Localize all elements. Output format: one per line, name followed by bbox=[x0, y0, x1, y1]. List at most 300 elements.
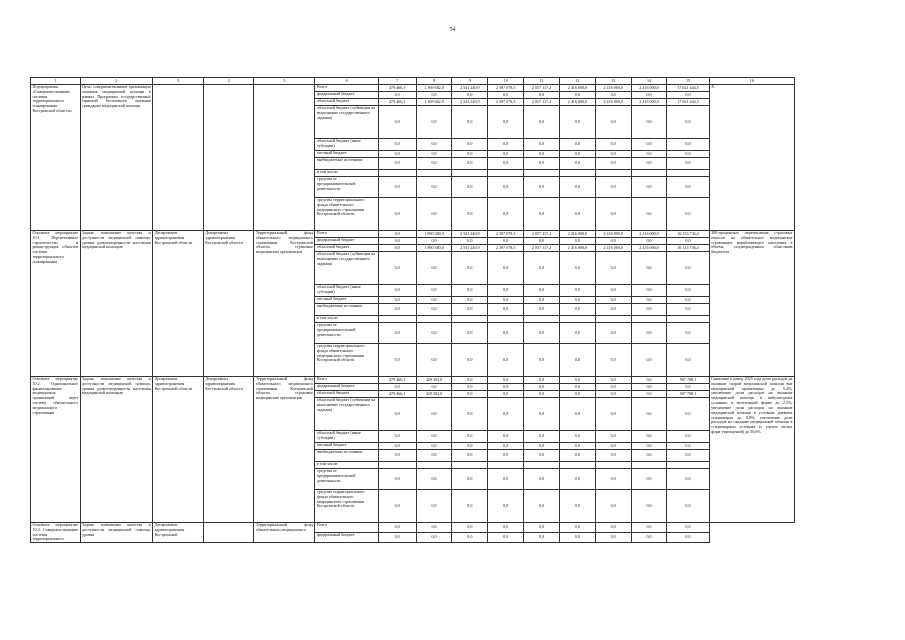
value-cell: 2 397 078,3 bbox=[488, 245, 524, 252]
value-cell bbox=[631, 316, 667, 323]
value-cell: 907 708,1 bbox=[667, 391, 709, 398]
value-cell: 0,0 bbox=[631, 344, 667, 377]
value-cell: 0,0 bbox=[631, 377, 667, 384]
value-cell: 0,0 bbox=[488, 391, 524, 398]
value-cell: 2 416 000,0 bbox=[631, 99, 667, 106]
value-cell: 0,0 bbox=[488, 533, 524, 543]
value-cell: 479 466,1 bbox=[378, 391, 416, 398]
value-cell: 0,0 bbox=[559, 139, 595, 151]
value-cell bbox=[452, 170, 488, 177]
source-label: федеральный бюджет bbox=[315, 533, 378, 543]
value-cell: 0,0 bbox=[559, 238, 595, 245]
source-label: Всего bbox=[315, 85, 378, 92]
value-cell: 0,0 bbox=[416, 158, 452, 170]
header-cell: 16 bbox=[709, 78, 794, 85]
value-cell: 0,0 bbox=[488, 323, 524, 344]
value-cell: 2 057 117,2 bbox=[524, 245, 560, 252]
value-cell: 0,0 bbox=[667, 344, 709, 377]
value-cell: 0,0 bbox=[488, 431, 524, 443]
value-cell: 2 416 000,0 bbox=[631, 245, 667, 252]
value-cell: 0,0 bbox=[631, 443, 667, 450]
value-cell: 0,0 bbox=[667, 151, 709, 158]
value-cell: 0,0 bbox=[488, 158, 524, 170]
value-cell: 0,0 bbox=[667, 323, 709, 344]
measure-col4 bbox=[203, 523, 254, 543]
value-cell: 0,0 bbox=[524, 285, 560, 297]
value-cell: 0,0 bbox=[595, 391, 631, 398]
value-cell: 0,0 bbox=[559, 398, 595, 431]
value-cell: 0,0 bbox=[667, 92, 709, 99]
value-cell: 0,0 bbox=[559, 177, 595, 198]
value-cell: 0,0 bbox=[452, 106, 488, 139]
value-cell: 0,0 bbox=[524, 139, 560, 151]
value-cell: 0,0 bbox=[416, 252, 452, 285]
value-cell: 0,0 bbox=[667, 398, 709, 431]
value-cell: 0,0 bbox=[378, 92, 416, 99]
header-cell: 12 bbox=[559, 78, 595, 85]
measure-result: Х bbox=[709, 85, 794, 231]
value-cell: 0,0 bbox=[378, 523, 416, 533]
value-cell: 0,0 bbox=[667, 450, 709, 462]
value-cell: 0,0 bbox=[452, 450, 488, 462]
value-cell: 0,0 bbox=[559, 198, 595, 231]
value-cell bbox=[631, 170, 667, 177]
value-cell: 0,0 bbox=[378, 323, 416, 344]
source-label: в том числе: bbox=[315, 170, 378, 177]
value-cell: 0,0 bbox=[416, 323, 452, 344]
measure-col1: Подпрограмма «Совершенствование системы территориального планирования Костромской области» bbox=[31, 85, 81, 231]
value-cell: 0,0 bbox=[378, 431, 416, 443]
value-cell: 0,0 bbox=[452, 304, 488, 316]
value-cell: 0,0 bbox=[595, 297, 631, 304]
value-cell: 2 416 000,0 bbox=[595, 99, 631, 106]
measure-col3: Департамент здравоохранения Костромской bbox=[153, 523, 204, 543]
value-cell: 0,0 bbox=[559, 533, 595, 543]
value-cell: 0,0 bbox=[524, 469, 560, 490]
header-cell: 6 bbox=[315, 78, 378, 85]
value-cell bbox=[488, 462, 524, 469]
value-cell: 0,0 bbox=[595, 151, 631, 158]
value-cell: 0,0 bbox=[452, 431, 488, 443]
value-cell: 0,0 bbox=[488, 252, 524, 285]
value-cell: 2 369 682,0 bbox=[416, 85, 452, 92]
table-row bbox=[31, 231, 795, 238]
value-cell: 0,0 bbox=[378, 344, 416, 377]
value-cell: 0,0 bbox=[667, 304, 709, 316]
value-cell: 0,0 bbox=[667, 285, 709, 297]
measure-col2: Задача: повышение качества и доступности медицинской помощи, уровня удовлетворенности населения медицинской помощью bbox=[80, 377, 153, 523]
measure-col5: Территориальный фонд обязательного медицинского страхования Костромской области, страховые медицинские организации bbox=[254, 231, 315, 377]
source-label: областной бюджет (субвенции на выполнение государственного задания) bbox=[315, 252, 378, 285]
value-cell: 0,0 bbox=[378, 158, 416, 170]
measure-col4: Департамент здравоохранения Костромской области bbox=[203, 377, 254, 523]
value-cell: 0,0 bbox=[559, 304, 595, 316]
value-cell: 0,0 bbox=[452, 391, 488, 398]
value-cell bbox=[416, 462, 452, 469]
value-cell: 0,0 bbox=[667, 443, 709, 450]
value-cell: 429 302,0 bbox=[416, 391, 452, 398]
value-cell: 0,0 bbox=[631, 158, 667, 170]
value-cell: 0,0 bbox=[631, 323, 667, 344]
source-label: областной бюджет (субвенции на выполнение государственного задания) bbox=[315, 398, 378, 431]
value-cell: 0,0 bbox=[559, 252, 595, 285]
source-label: внебюджетные источники bbox=[315, 450, 378, 462]
value-cell: 0,0 bbox=[667, 469, 709, 490]
header-cell: 2 bbox=[80, 78, 153, 85]
value-cell: 0,0 bbox=[595, 285, 631, 297]
source-label: федеральный бюджет bbox=[315, 92, 378, 99]
value-cell: 0,0 bbox=[416, 304, 452, 316]
value-cell: 0,0 bbox=[452, 139, 488, 151]
value-cell: 2 057 117,2 bbox=[524, 231, 560, 238]
value-cell: 0,0 bbox=[488, 304, 524, 316]
measure-col1: Основное мероприятие 10.3. Совершенствование системы территориального bbox=[32, 522, 79, 542]
value-cell: 0,0 bbox=[595, 490, 631, 523]
value-cell: 0,0 bbox=[631, 431, 667, 443]
value-cell: 0,0 bbox=[488, 344, 524, 377]
value-cell: 0,0 bbox=[559, 384, 595, 391]
header-cell: 13 bbox=[595, 78, 631, 85]
value-cell: 0,0 bbox=[452, 323, 488, 344]
value-cell: 2 416 000,0 bbox=[631, 85, 667, 92]
value-cell: 0,0 bbox=[559, 297, 595, 304]
value-cell: 0,0 bbox=[452, 377, 488, 384]
header-row bbox=[31, 78, 795, 85]
value-cell bbox=[524, 170, 560, 177]
value-cell: 0,0 bbox=[452, 151, 488, 158]
value-cell: 0,0 bbox=[378, 533, 416, 543]
source-label: в том числе: bbox=[315, 462, 378, 469]
source-label: областной бюджет (иные субсидии) bbox=[315, 139, 378, 151]
value-cell: 0,0 bbox=[416, 398, 452, 431]
value-cell bbox=[631, 462, 667, 469]
value-cell: 0,0 bbox=[488, 450, 524, 462]
source-label: Всего bbox=[315, 523, 378, 533]
value-cell: 0,0 bbox=[559, 391, 595, 398]
value-cell: 2 369 682,0 bbox=[416, 99, 452, 106]
source-label: в том числе: bbox=[315, 316, 378, 323]
value-cell bbox=[667, 462, 709, 469]
value-cell: 0,0 bbox=[488, 139, 524, 151]
value-cell: 479 466,1 bbox=[378, 99, 416, 106]
value-cell: 0,0 bbox=[595, 533, 631, 543]
value-cell: 0,0 bbox=[631, 384, 667, 391]
value-cell: 0,0 bbox=[631, 177, 667, 198]
value-cell: 0,0 bbox=[416, 139, 452, 151]
value-cell: 0,0 bbox=[631, 92, 667, 99]
value-cell: 0,0 bbox=[452, 443, 488, 450]
header-cell: 11 bbox=[524, 78, 560, 85]
value-cell: 0,0 bbox=[631, 198, 667, 231]
value-cell: 2 541 240,9 bbox=[452, 85, 488, 92]
header-cell: 5 bbox=[254, 78, 315, 85]
value-cell: 0,0 bbox=[595, 139, 631, 151]
source-label: федеральный бюджет bbox=[315, 384, 378, 391]
value-cell: 0,0 bbox=[452, 533, 488, 543]
value-cell: 0,0 bbox=[667, 490, 709, 523]
value-cell bbox=[378, 170, 416, 177]
value-cell: 0,0 bbox=[452, 384, 488, 391]
value-cell: 0,0 bbox=[378, 384, 416, 391]
value-cell: 0,0 bbox=[667, 158, 709, 170]
header-cell: 7 bbox=[378, 78, 416, 85]
measure-col1: Основное мероприятие 10.1. Перспективное строительство и реконструкция объектов системы территориального планирования bbox=[31, 231, 81, 377]
value-cell: 0,0 bbox=[416, 523, 452, 533]
value-cell: 0,0 bbox=[667, 198, 709, 231]
value-cell: 0,0 bbox=[667, 139, 709, 151]
value-cell: 0,0 bbox=[667, 533, 709, 543]
value-cell: 0,0 bbox=[631, 490, 667, 523]
source-label: внебюджетные источники bbox=[315, 158, 378, 170]
value-cell: 479 466,1 bbox=[378, 377, 416, 384]
value-cell bbox=[378, 462, 416, 469]
value-cell bbox=[595, 316, 631, 323]
value-cell: 0,0 bbox=[416, 450, 452, 462]
value-cell: 0,0 bbox=[452, 285, 488, 297]
value-cell: 0,0 bbox=[524, 177, 560, 198]
value-cell: 0,0 bbox=[667, 106, 709, 139]
value-cell: 0,0 bbox=[559, 92, 595, 99]
value-cell: 2 416 000,0 bbox=[595, 85, 631, 92]
source-label: местный бюджет bbox=[315, 297, 378, 304]
value-cell: 0,0 bbox=[416, 533, 452, 543]
value-cell bbox=[524, 462, 560, 469]
value-cell: 2 397 078,3 bbox=[488, 85, 524, 92]
value-cell: 0,0 bbox=[488, 285, 524, 297]
value-cell: 0,0 bbox=[488, 106, 524, 139]
value-cell bbox=[452, 462, 488, 469]
value-cell: 0,0 bbox=[595, 450, 631, 462]
value-cell: 2 416 000,0 bbox=[595, 231, 631, 238]
value-cell: 0,0 bbox=[416, 92, 452, 99]
value-cell: 2 541 240,9 bbox=[452, 99, 488, 106]
value-cell: 479 466,1 bbox=[378, 85, 416, 92]
value-cell: 0,0 bbox=[452, 344, 488, 377]
value-cell: 0,0 bbox=[378, 177, 416, 198]
value-cell: 0,0 bbox=[416, 151, 452, 158]
value-cell: 0,0 bbox=[524, 391, 560, 398]
value-cell: 0,0 bbox=[488, 398, 524, 431]
value-cell: 0,0 bbox=[595, 106, 631, 139]
value-cell: 0,0 bbox=[524, 344, 560, 377]
measure-col5: Территориальный фонд обязательного медицинского страхования Костромской области, страховые медицинские организации bbox=[254, 377, 315, 523]
value-cell bbox=[416, 170, 452, 177]
value-cell: 0,0 bbox=[631, 469, 667, 490]
source-label: местный бюджет bbox=[315, 151, 378, 158]
source-label: средства территориального фонда обязательного медицинского страхования Костромской области bbox=[315, 198, 378, 231]
value-cell: 2 541 240,9 bbox=[452, 231, 488, 238]
value-cell: 0,0 bbox=[488, 469, 524, 490]
header-cell: 4 bbox=[203, 78, 254, 85]
value-cell: 0,0 bbox=[595, 344, 631, 377]
value-cell: 0,0 bbox=[559, 431, 595, 443]
value-cell: 0,0 bbox=[524, 92, 560, 99]
value-cell: 0,0 bbox=[595, 177, 631, 198]
source-label: средства от предпринимательской деятельности bbox=[315, 177, 378, 198]
value-cell: 0,0 bbox=[559, 377, 595, 384]
header-cell: 3 bbox=[153, 78, 204, 85]
value-cell: 0,0 bbox=[559, 523, 595, 533]
value-cell: 2 057 117,2 bbox=[524, 99, 560, 106]
value-cell: 0,0 bbox=[595, 252, 631, 285]
value-cell bbox=[595, 170, 631, 177]
value-cell: 0,0 bbox=[631, 304, 667, 316]
value-cell: 0,0 bbox=[631, 297, 667, 304]
header-cell: 14 bbox=[631, 78, 667, 85]
value-cell: 2 416 000,0 bbox=[595, 245, 631, 252]
measure-result: Снижение к концу 2025 года доли расходов на оказание скорой медицинской помощи вне медицинской организации до 5,4%; увеличение доли расходов на оказание медицинской помощи в амбулаторных условиях, в неотложной форме до 2,5%; увеличение доли расходов на оказание медицинской помощи в условиях дневных стационаров до 8,8%; увеличение доли расходов на оказание медицинской помощи в стационарных условиях (с учетом малых форм учреждений) до 50,6% bbox=[709, 377, 794, 523]
source-label: областной бюджет bbox=[315, 391, 378, 398]
source-label: средства от предпринимательской деятельности bbox=[315, 323, 378, 344]
value-cell: 0,0 bbox=[524, 533, 560, 543]
value-cell: 0,0 bbox=[524, 151, 560, 158]
value-cell: 0,0 bbox=[378, 238, 416, 245]
value-cell: 2 057 117,2 bbox=[524, 85, 560, 92]
value-cell: 0,0 bbox=[667, 297, 709, 304]
value-cell: 429 302,0 bbox=[416, 377, 452, 384]
value-cell: 0,0 bbox=[378, 469, 416, 490]
value-cell: 0,0 bbox=[524, 450, 560, 462]
page-number: 54 bbox=[449, 27, 456, 33]
value-cell: 907 708,1 bbox=[667, 377, 709, 384]
value-cell: 0,0 bbox=[524, 443, 560, 450]
value-cell: 0,0 bbox=[452, 523, 488, 533]
source-label: средства от предпринимательской деятельности bbox=[315, 469, 378, 490]
value-cell: 0,0 bbox=[524, 198, 560, 231]
value-cell: 2 397 078,3 bbox=[488, 231, 524, 238]
value-cell: 0,0 bbox=[559, 106, 595, 139]
value-cell: 0,0 bbox=[378, 198, 416, 231]
value-cell: 0,0 bbox=[524, 297, 560, 304]
value-cell: 0,0 bbox=[631, 398, 667, 431]
value-cell: 0,0 bbox=[559, 443, 595, 450]
measure-col5 bbox=[254, 85, 315, 231]
value-cell: 0,0 bbox=[631, 151, 667, 158]
value-cell: 0,0 bbox=[416, 469, 452, 490]
value-cell: 0,0 bbox=[631, 252, 667, 285]
value-cell: 0,0 bbox=[378, 285, 416, 297]
value-cell: 0,0 bbox=[452, 469, 488, 490]
value-cell: 2 416 000,0 bbox=[559, 85, 595, 92]
value-cell: 0,0 bbox=[452, 177, 488, 198]
value-cell: 0,0 bbox=[416, 384, 452, 391]
value-cell: 0,0 bbox=[559, 323, 595, 344]
value-cell bbox=[667, 316, 709, 323]
value-cell bbox=[416, 316, 452, 323]
value-cell: 2 397 078,3 bbox=[488, 99, 524, 106]
value-cell: 0,0 bbox=[416, 198, 452, 231]
value-cell: 0,0 bbox=[378, 297, 416, 304]
value-cell: 0,0 bbox=[631, 139, 667, 151]
value-cell: 0,0 bbox=[378, 252, 416, 285]
value-cell bbox=[452, 316, 488, 323]
value-cell: 0,0 bbox=[559, 158, 595, 170]
measure-col2: Задача: повышение качества и доступности медицинской помощи, уровня bbox=[80, 523, 153, 543]
value-cell: 0,0 bbox=[559, 285, 595, 297]
value-cell: 0,0 bbox=[631, 106, 667, 139]
value-cell: 0,0 bbox=[524, 431, 560, 443]
value-cell: 0,0 bbox=[595, 431, 631, 443]
value-cell: 0,0 bbox=[452, 252, 488, 285]
table-row bbox=[31, 523, 795, 533]
value-cell: 0,0 bbox=[452, 158, 488, 170]
value-cell: 0,0 bbox=[488, 384, 524, 391]
source-label: внебюджетные источники bbox=[315, 304, 378, 316]
value-cell: 0,0 bbox=[667, 384, 709, 391]
value-cell: 0,0 bbox=[559, 490, 595, 523]
value-cell bbox=[378, 316, 416, 323]
value-cell: 0,0 bbox=[595, 523, 631, 533]
value-cell: 0,0 bbox=[488, 238, 524, 245]
measure-col3: Департамент здравоохранения Костромской области bbox=[153, 377, 204, 523]
value-cell: 0,0 bbox=[631, 391, 667, 398]
measure-col4: Департамент здравоохранения Костромской области bbox=[203, 231, 254, 377]
value-cell: 0,0 bbox=[378, 304, 416, 316]
value-cell: 0,0 bbox=[488, 377, 524, 384]
value-cell: 0,0 bbox=[667, 431, 709, 443]
header-cell: 9 bbox=[452, 78, 488, 85]
value-cell: 0,0 bbox=[488, 523, 524, 533]
value-cell: 0,0 bbox=[595, 304, 631, 316]
value-cell: 0,0 bbox=[559, 450, 595, 462]
header-cell: 1 bbox=[31, 78, 81, 85]
measure-col2: Цель: совершенствование организации оказания медицинской помощи в рамках Программы государственных гарантий бесплатного оказания гражданам медицинской помощи bbox=[80, 85, 153, 231]
value-cell: 0,0 bbox=[595, 158, 631, 170]
value-cell: 2 416 000,0 bbox=[559, 99, 595, 106]
source-label: местный бюджет bbox=[315, 443, 378, 450]
measure-col4 bbox=[203, 85, 254, 231]
value-cell: 0,0 bbox=[416, 431, 452, 443]
source-label: Всего bbox=[315, 231, 378, 238]
value-cell: 0,0 bbox=[631, 533, 667, 543]
value-cell: 0,0 bbox=[631, 238, 667, 245]
value-cell: 0,0 bbox=[559, 469, 595, 490]
value-cell: 0,0 bbox=[416, 106, 452, 139]
value-cell: 2 416 000,0 bbox=[631, 231, 667, 238]
value-cell: 0,0 bbox=[559, 151, 595, 158]
value-cell: 0,0 bbox=[631, 450, 667, 462]
value-cell bbox=[524, 316, 560, 323]
value-cell: 0,0 bbox=[524, 304, 560, 316]
value-cell bbox=[559, 170, 595, 177]
value-cell: 1 890 380,0 bbox=[416, 231, 452, 238]
value-cell: 0,0 bbox=[524, 238, 560, 245]
value-cell: 0,0 bbox=[378, 245, 416, 252]
value-cell: 0,0 bbox=[667, 252, 709, 285]
value-cell: 0,0 bbox=[488, 177, 524, 198]
source-label: Всего bbox=[315, 377, 378, 384]
value-cell: 0,0 bbox=[488, 297, 524, 304]
value-cell: 0,0 bbox=[524, 384, 560, 391]
value-cell bbox=[559, 462, 595, 469]
value-cell: 0,0 bbox=[416, 238, 452, 245]
value-cell: 0,0 bbox=[524, 523, 560, 533]
value-cell: 0,0 bbox=[595, 443, 631, 450]
value-cell: 2 416 000,0 bbox=[559, 231, 595, 238]
value-cell bbox=[559, 316, 595, 323]
value-cell: 16 133 736,4 bbox=[667, 245, 709, 252]
value-cell bbox=[488, 170, 524, 177]
value-cell: 0,0 bbox=[452, 92, 488, 99]
value-cell: 0,0 bbox=[595, 398, 631, 431]
value-cell: 0,0 bbox=[488, 198, 524, 231]
value-cell: 17 021 444,5 bbox=[667, 85, 709, 92]
value-cell: 0,0 bbox=[416, 443, 452, 450]
measure-col3 bbox=[153, 85, 204, 231]
value-cell: 0,0 bbox=[452, 398, 488, 431]
value-cell: 0,0 bbox=[595, 323, 631, 344]
header-cell: 8 bbox=[416, 78, 452, 85]
